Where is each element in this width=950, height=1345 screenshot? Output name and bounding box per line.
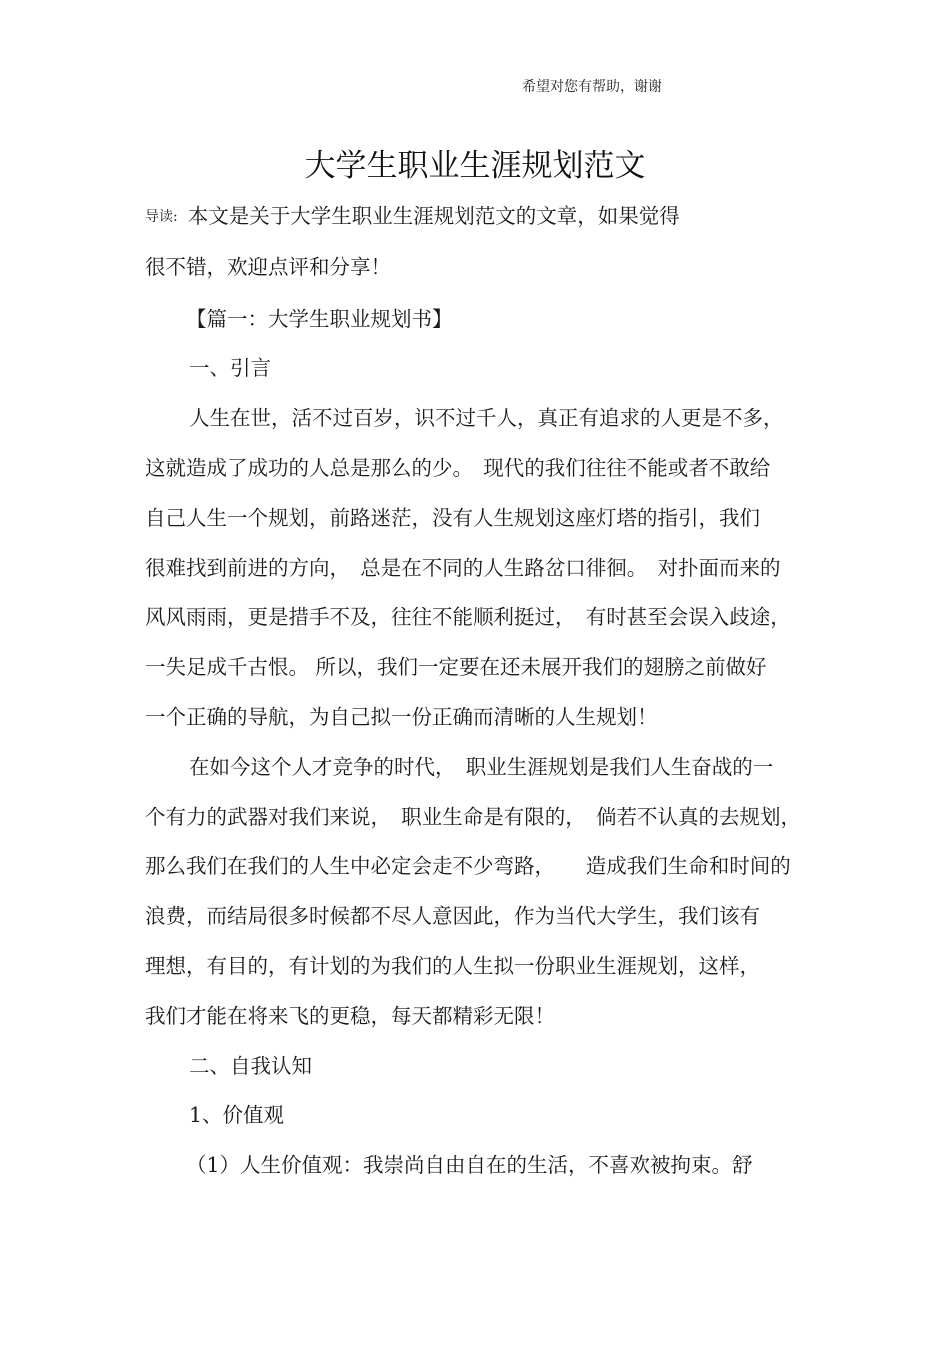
intro-text-1: 本文是关于大学生职业生涯规划范文的文章，如果觉得 xyxy=(187,204,680,228)
header-note: 希望对您有帮助，谢谢 xyxy=(522,79,662,95)
intro-line-2: 很不错，欢迎点评和分享！ xyxy=(145,255,391,279)
part1-heading: 一、引言 xyxy=(189,356,271,380)
paragraph-line: 这就造成了成功的人总是那么的少。 现代的我们往往不能或者不敢给 xyxy=(145,456,771,480)
paragraph-line: 自己人生一个规划，前路迷茫，没有人生规划这座灯塔的指引，我们 xyxy=(145,506,760,530)
intro-line-1 xyxy=(145,206,680,227)
paragraph-line: 一失足成千古恨。 所以，我们一定要在还未展开我们的翅膀之前做好 xyxy=(145,655,767,679)
paragraph-line: 个有力的武器对我们来说， 职业生命是有限的， 倘若不认真的去规划， xyxy=(145,805,801,829)
paragraph-line: 在如今这个人才竞争的时代， 职业生涯规划是我们人生奋战的一 xyxy=(189,755,774,779)
section-heading: 【篇一：大学生职业规划书】 xyxy=(186,307,453,331)
paragraph-line: 一个正确的导航，为自己拟一份正确而清晰的人生规划！ xyxy=(145,705,658,729)
paragraph-line: 那么我们在我们的人生中必定会走不少弯路， 造成我们生命和时间的 xyxy=(145,854,791,878)
part2-heading: 二、自我认知 xyxy=(189,1054,312,1078)
paragraph-line: 风风雨雨，更是措手不及，往往不能顺利挺过， 有时甚至会误入歧途， xyxy=(145,605,791,629)
document-title: 大学生职业生涯规划范文 xyxy=(304,148,646,184)
paragraph-line: 理想，有目的，有计划的为我们的人生拟一份职业生涯规划，这样， xyxy=(145,954,760,978)
intro-label: 导读: xyxy=(145,209,178,225)
part2-subheading: 1、价值观 xyxy=(189,1103,285,1127)
part2-item-1: （1）人生价值观：我崇尚自由自在的生活，不喜欢被拘束。舒 xyxy=(186,1153,753,1177)
paragraph-line: 浪费，而结局很多时候都不尽人意因此，作为当代大学生，我们该有 xyxy=(145,904,760,928)
paragraph-line: 我们才能在将来飞的更稳，每天都精彩无限！ xyxy=(145,1004,555,1028)
paragraph-line: 人生在世，活不过百岁，识不过千人，真正有追求的人更是不多， xyxy=(189,406,784,430)
paragraph-line: 很难找到前进的方向， 总是在不同的人生路岔口徘徊。 对扑面而来的 xyxy=(145,556,781,580)
